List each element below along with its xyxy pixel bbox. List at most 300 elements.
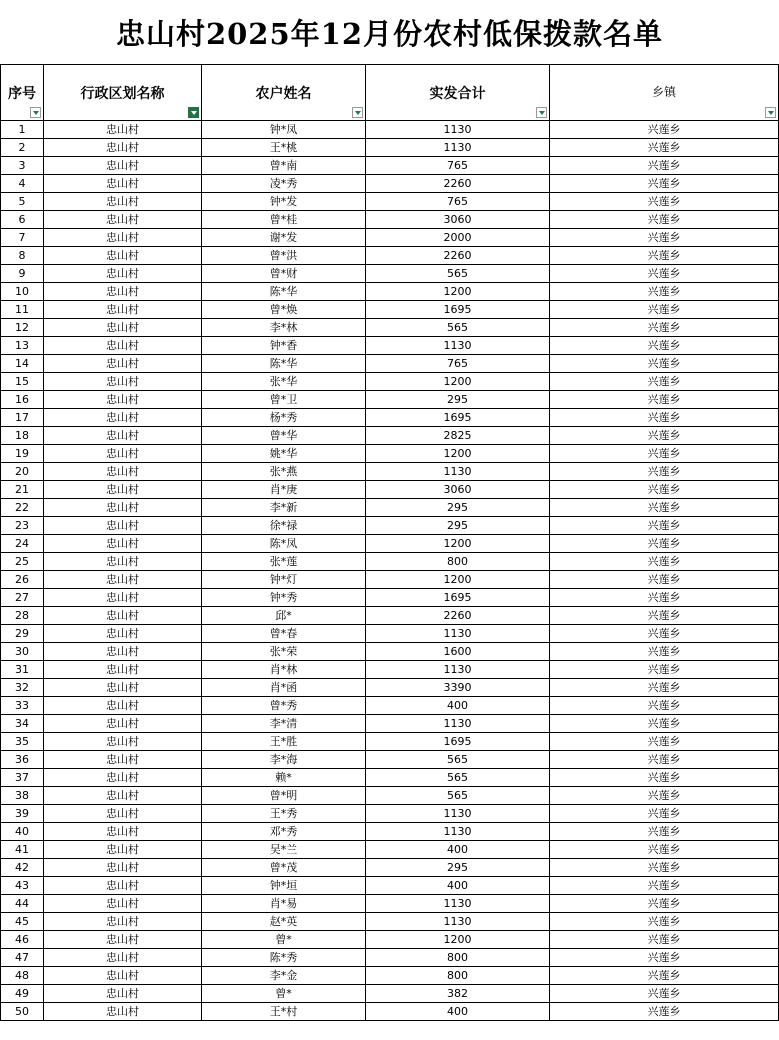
cell-name[interactable]: 钟*灯 [202,571,366,589]
cell-name[interactable]: 钟*发 [202,193,366,211]
cell-district[interactable]: 忠山村 [44,643,202,661]
cell-seq[interactable]: 38 [1,787,44,805]
cell-seq[interactable]: 48 [1,967,44,985]
cell-seq[interactable]: 7 [1,229,44,247]
table-row [1,571,779,589]
cell-name[interactable]: 李*林 [202,319,366,337]
cell-district[interactable]: 忠山村 [44,787,202,805]
table-body [1,121,779,1021]
cell-amount[interactable]: 1130 [366,625,550,643]
cell-district[interactable]: 忠山村 [44,427,202,445]
cell-name[interactable]: 赖* [202,769,366,787]
cell-town[interactable]: 兴莲乡 [550,157,779,175]
cell-seq[interactable]: 5 [1,193,44,211]
cell-district[interactable]: 忠山村 [44,913,202,931]
cell-town[interactable]: 兴莲乡 [550,427,779,445]
cell-seq[interactable]: 37 [1,769,44,787]
cell-name[interactable]: 曾*春 [202,625,366,643]
cell-district[interactable]: 忠山村 [44,445,202,463]
cell-town[interactable]: 兴莲乡 [550,463,779,481]
cell-amount[interactable]: 1130 [366,895,550,913]
cell-district[interactable]: 忠山村 [44,877,202,895]
cell-amount[interactable]: 1600 [366,643,550,661]
cell-district[interactable]: 忠山村 [44,553,202,571]
cell-seq[interactable]: 6 [1,211,44,229]
cell-district[interactable]: 忠山村 [44,751,202,769]
cell-amount[interactable]: 565 [366,265,550,283]
cell-amount[interactable]: 3390 [366,679,550,697]
cell-town[interactable]: 兴莲乡 [550,517,779,535]
cell-name[interactable]: 曾* [202,931,366,949]
cell-district[interactable]: 忠山村 [44,373,202,391]
cell-town[interactable]: 兴莲乡 [550,373,779,391]
cell-amount[interactable]: 382 [366,985,550,1003]
cell-amount[interactable]: 3060 [366,481,550,499]
cell-amount[interactable]: 1695 [366,301,550,319]
table-row [1,877,779,895]
header-town [550,65,779,121]
cell-seq[interactable]: 42 [1,859,44,877]
cell-town[interactable]: 兴莲乡 [550,229,779,247]
header-district-label: 行政区划名称 [80,86,165,102]
cell-name[interactable]: 钟*秀 [202,589,366,607]
table-row [1,643,779,661]
cell-seq[interactable]: 9 [1,265,44,283]
cell-district[interactable]: 忠山村 [44,175,202,193]
table-row [1,193,779,211]
cell-name[interactable]: 曾*南 [202,157,366,175]
cell-town[interactable]: 兴莲乡 [550,733,779,751]
cell-town[interactable]: 兴莲乡 [550,355,779,373]
cell-amount[interactable]: 565 [366,319,550,337]
table-row [1,427,779,445]
cell-amount[interactable]: 565 [366,769,550,787]
cell-district[interactable]: 忠山村 [44,193,202,211]
cell-name[interactable]: 凌*秀 [202,175,366,193]
table-row [1,229,779,247]
cell-name[interactable]: 陈*秀 [202,949,366,967]
cell-district[interactable]: 忠山村 [44,391,202,409]
cell-amount[interactable]: 1695 [366,409,550,427]
cell-seq[interactable]: 23 [1,517,44,535]
cell-town[interactable]: 兴莲乡 [550,247,779,265]
cell-amount[interactable]: 2000 [366,229,550,247]
cell-seq[interactable]: 43 [1,877,44,895]
cell-town[interactable]: 兴莲乡 [550,589,779,607]
cell-name[interactable]: 曾*卫 [202,391,366,409]
cell-district[interactable]: 忠山村 [44,931,202,949]
cell-amount[interactable]: 2260 [366,607,550,625]
cell-seq[interactable]: 28 [1,607,44,625]
cell-amount[interactable]: 295 [366,391,550,409]
cell-name[interactable]: 李*金 [202,967,366,985]
cell-district[interactable]: 忠山村 [44,697,202,715]
cell-district[interactable]: 忠山村 [44,841,202,859]
table-row [1,211,779,229]
cell-seq[interactable]: 4 [1,175,44,193]
cell-name[interactable]: 曾* [202,985,366,1003]
cell-town[interactable]: 兴莲乡 [550,193,779,211]
cell-name[interactable]: 王*胜 [202,733,366,751]
cell-name[interactable]: 张*华 [202,373,366,391]
cell-name[interactable]: 王*村 [202,1003,366,1021]
cell-name[interactable]: 曾*秀 [202,697,366,715]
cell-district[interactable]: 忠山村 [44,985,202,1003]
table-row [1,283,779,301]
cell-seq[interactable]: 29 [1,625,44,643]
cell-district[interactable]: 忠山村 [44,949,202,967]
cell-seq[interactable]: 26 [1,571,44,589]
cell-town[interactable]: 兴莲乡 [550,535,779,553]
cell-town[interactable]: 兴莲乡 [550,643,779,661]
cell-town[interactable]: 兴莲乡 [550,283,779,301]
page-title: 忠山村2025年12月份农村低保拨款名单 [115,16,664,51]
table-row [1,985,779,1003]
table-row [1,715,779,733]
cell-town[interactable]: 兴莲乡 [550,301,779,319]
cell-seq[interactable]: 19 [1,445,44,463]
cell-amount[interactable]: 1200 [366,535,550,553]
cell-amount[interactable]: 765 [366,193,550,211]
cell-district[interactable]: 忠山村 [44,967,202,985]
cell-name[interactable]: 张*燕 [202,463,366,481]
cell-district[interactable]: 忠山村 [44,571,202,589]
cell-seq[interactable]: 8 [1,247,44,265]
cell-amount[interactable]: 1200 [366,931,550,949]
cell-amount[interactable]: 800 [366,553,550,571]
cell-seq[interactable]: 10 [1,283,44,301]
cell-name[interactable]: 王*桃 [202,139,366,157]
cell-amount[interactable]: 1130 [366,121,550,139]
table-row [1,733,779,751]
cell-town[interactable]: 兴莲乡 [550,661,779,679]
cell-town[interactable]: 兴莲乡 [550,571,779,589]
table-row [1,121,779,139]
cell-name[interactable]: 赵*英 [202,913,366,931]
cell-name[interactable]: 王*秀 [202,805,366,823]
table-row [1,967,779,985]
header-row [1,65,779,121]
cell-seq[interactable]: 13 [1,337,44,355]
header-seq [1,65,44,121]
cell-town[interactable]: 兴莲乡 [550,949,779,967]
cell-amount[interactable]: 800 [366,949,550,967]
cell-name[interactable]: 李*清 [202,715,366,733]
cell-name[interactable]: 谢*发 [202,229,366,247]
cell-seq[interactable]: 15 [1,373,44,391]
cell-town[interactable]: 兴莲乡 [550,805,779,823]
cell-district[interactable]: 忠山村 [44,355,202,373]
header-name [202,65,366,121]
table-row [1,625,779,643]
cell-district[interactable]: 忠山村 [44,301,202,319]
cell-name[interactable]: 曾*财 [202,265,366,283]
cell-amount[interactable]: 400 [366,697,550,715]
cell-amount[interactable]: 1130 [366,823,550,841]
cell-district[interactable]: 忠山村 [44,859,202,877]
cell-seq[interactable]: 3 [1,157,44,175]
cell-seq[interactable]: 17 [1,409,44,427]
cell-town[interactable]: 兴莲乡 [550,931,779,949]
cell-amount[interactable]: 295 [366,517,550,535]
cell-seq[interactable]: 22 [1,499,44,517]
cell-name[interactable]: 曾*洪 [202,247,366,265]
cell-seq[interactable]: 18 [1,427,44,445]
cell-town[interactable]: 兴莲乡 [550,985,779,1003]
cell-amount[interactable]: 2825 [366,427,550,445]
cell-amount[interactable]: 295 [366,499,550,517]
cell-name[interactable]: 邱* [202,607,366,625]
cell-amount[interactable]: 1130 [366,337,550,355]
cell-amount[interactable]: 800 [366,967,550,985]
cell-town[interactable]: 兴莲乡 [550,481,779,499]
cell-amount[interactable]: 765 [366,157,550,175]
cell-amount[interactable]: 1130 [366,715,550,733]
cell-town[interactable]: 兴莲乡 [550,751,779,769]
table-row [1,445,779,463]
cell-town[interactable]: 兴莲乡 [550,553,779,571]
cell-seq[interactable]: 44 [1,895,44,913]
cell-district[interactable]: 忠山村 [44,535,202,553]
cell-district[interactable]: 忠山村 [44,157,202,175]
table-row [1,859,779,877]
cell-seq[interactable]: 27 [1,589,44,607]
cell-seq[interactable]: 41 [1,841,44,859]
cell-name[interactable]: 陈*凤 [202,535,366,553]
cell-seq[interactable]: 47 [1,949,44,967]
cell-seq[interactable]: 1 [1,121,44,139]
cell-amount[interactable]: 2260 [366,247,550,265]
cell-district[interactable]: 忠山村 [44,499,202,517]
cell-seq[interactable]: 35 [1,733,44,751]
cell-amount[interactable]: 565 [366,751,550,769]
cell-amount[interactable]: 3060 [366,211,550,229]
cell-seq[interactable]: 45 [1,913,44,931]
cell-name[interactable]: 张*荣 [202,643,366,661]
cell-district[interactable]: 忠山村 [44,481,202,499]
cell-seq[interactable]: 34 [1,715,44,733]
table-row [1,337,779,355]
cell-town[interactable]: 兴莲乡 [550,913,779,931]
cell-seq[interactable]: 11 [1,301,44,319]
cell-town[interactable]: 兴莲乡 [550,895,779,913]
cell-seq[interactable]: 49 [1,985,44,1003]
cell-amount[interactable]: 1200 [366,571,550,589]
active-filter-icon[interactable] [188,107,199,118]
cell-amount[interactable]: 1695 [366,733,550,751]
table-row [1,949,779,967]
cell-amount[interactable]: 1130 [366,805,550,823]
cell-name[interactable]: 肖*易 [202,895,366,913]
cell-name[interactable]: 曾*华 [202,427,366,445]
cell-seq[interactable]: 39 [1,805,44,823]
table-row [1,697,779,715]
cell-district[interactable]: 忠山村 [44,517,202,535]
cell-seq[interactable]: 36 [1,751,44,769]
cell-amount[interactable]: 565 [366,787,550,805]
cell-district[interactable]: 忠山村 [44,139,202,157]
cell-seq[interactable]: 46 [1,931,44,949]
cell-seq[interactable]: 50 [1,1003,44,1021]
cell-district[interactable]: 忠山村 [44,607,202,625]
cell-amount[interactable]: 400 [366,841,550,859]
cell-amount[interactable]: 400 [366,1003,550,1021]
cell-name[interactable]: 钟*凤 [202,121,366,139]
cell-name[interactable]: 张*莲 [202,553,366,571]
cell-seq[interactable]: 2 [1,139,44,157]
table-row [1,895,779,913]
cell-district[interactable]: 忠山村 [44,265,202,283]
cell-seq[interactable]: 21 [1,481,44,499]
table-row [1,841,779,859]
cell-district[interactable]: 忠山村 [44,805,202,823]
cell-town[interactable]: 兴莲乡 [550,769,779,787]
cell-seq[interactable]: 20 [1,463,44,481]
cell-seq[interactable]: 12 [1,319,44,337]
cell-town[interactable]: 兴莲乡 [550,139,779,157]
table-row [1,751,779,769]
header-district [44,65,202,121]
cell-name[interactable]: 邓*秀 [202,823,366,841]
cell-town[interactable]: 兴莲乡 [550,175,779,193]
allowance-table [0,64,779,1021]
cell-town[interactable]: 兴莲乡 [550,1003,779,1021]
filter-dropdown-icon[interactable] [30,107,41,118]
table-row [1,157,779,175]
cell-district[interactable]: 忠山村 [44,679,202,697]
cell-district[interactable]: 忠山村 [44,769,202,787]
cell-seq[interactable]: 24 [1,535,44,553]
cell-amount[interactable]: 1130 [366,661,550,679]
table-row [1,805,779,823]
cell-amount[interactable]: 400 [366,877,550,895]
cell-amount[interactable]: 2260 [366,175,550,193]
table-row [1,517,779,535]
cell-town[interactable]: 兴莲乡 [550,967,779,985]
cell-district[interactable]: 忠山村 [44,283,202,301]
cell-town[interactable]: 兴莲乡 [550,715,779,733]
cell-town[interactable]: 兴莲乡 [550,121,779,139]
table-row [1,679,779,697]
table-row [1,535,779,553]
cell-amount[interactable]: 1200 [366,445,550,463]
cell-seq[interactable]: 31 [1,661,44,679]
cell-amount[interactable]: 295 [366,859,550,877]
cell-town[interactable]: 兴莲乡 [550,607,779,625]
cell-district[interactable]: 忠山村 [44,337,202,355]
cell-seq[interactable]: 40 [1,823,44,841]
cell-town[interactable]: 兴莲乡 [550,625,779,643]
cell-town[interactable]: 兴莲乡 [550,337,779,355]
cell-amount[interactable]: 1130 [366,139,550,157]
cell-name[interactable]: 曾*茂 [202,859,366,877]
cell-name[interactable]: 李*新 [202,499,366,517]
cell-name[interactable]: 曾*桂 [202,211,366,229]
table-row [1,787,779,805]
cell-district[interactable]: 忠山村 [44,211,202,229]
table-row [1,913,779,931]
cell-district[interactable]: 忠山村 [44,823,202,841]
cell-seq[interactable]: 30 [1,643,44,661]
cell-town[interactable]: 兴莲乡 [550,265,779,283]
cell-amount[interactable]: 765 [366,355,550,373]
cell-name[interactable]: 肖*函 [202,679,366,697]
cell-district[interactable]: 忠山村 [44,409,202,427]
cell-town[interactable]: 兴莲乡 [550,409,779,427]
table-row [1,661,779,679]
cell-name[interactable]: 李*海 [202,751,366,769]
cell-town[interactable]: 兴莲乡 [550,697,779,715]
cell-name[interactable]: 钟*垣 [202,877,366,895]
table-row [1,589,779,607]
cell-district[interactable]: 忠山村 [44,121,202,139]
cell-district[interactable]: 忠山村 [44,589,202,607]
cell-name[interactable]: 姚*华 [202,445,366,463]
table-row [1,481,779,499]
cell-district[interactable]: 忠山村 [44,247,202,265]
cell-name[interactable]: 肖*庚 [202,481,366,499]
cell-town[interactable]: 兴莲乡 [550,787,779,805]
cell-district[interactable]: 忠山村 [44,733,202,751]
cell-district[interactable]: 忠山村 [44,895,202,913]
cell-name[interactable]: 肖*林 [202,661,366,679]
cell-seq[interactable]: 33 [1,697,44,715]
table-row [1,499,779,517]
cell-town[interactable]: 兴莲乡 [550,499,779,517]
cell-district[interactable]: 忠山村 [44,319,202,337]
cell-seq[interactable]: 14 [1,355,44,373]
table-row [1,175,779,193]
cell-seq[interactable]: 25 [1,553,44,571]
cell-seq[interactable]: 32 [1,679,44,697]
filter-dropdown-icon[interactable] [352,107,363,118]
table-row [1,769,779,787]
cell-district[interactable]: 忠山村 [44,1003,202,1021]
filter-dropdown-icon[interactable] [536,107,547,118]
cell-town[interactable]: 兴莲乡 [550,877,779,895]
cell-district[interactable]: 忠山村 [44,463,202,481]
cell-name[interactable]: 曾*明 [202,787,366,805]
cell-seq[interactable]: 16 [1,391,44,409]
cell-name[interactable]: 钟*香 [202,337,366,355]
cell-amount[interactable]: 1130 [366,913,550,931]
cell-town[interactable]: 兴莲乡 [550,859,779,877]
cell-district[interactable]: 忠山村 [44,715,202,733]
cell-amount[interactable]: 1200 [366,283,550,301]
cell-name[interactable]: 陈*华 [202,355,366,373]
cell-name[interactable]: 杨*秀 [202,409,366,427]
filter-dropdown-icon[interactable] [765,107,776,118]
cell-amount[interactable]: 1130 [366,463,550,481]
cell-town[interactable]: 兴莲乡 [550,679,779,697]
cell-district[interactable]: 忠山村 [44,661,202,679]
cell-town[interactable]: 兴莲乡 [550,319,779,337]
table-row [1,139,779,157]
cell-district[interactable]: 忠山村 [44,625,202,643]
cell-town[interactable]: 兴莲乡 [550,211,779,229]
cell-district[interactable]: 忠山村 [44,229,202,247]
cell-name[interactable]: 徐*禄 [202,517,366,535]
cell-town[interactable]: 兴莲乡 [550,445,779,463]
cell-amount[interactable]: 1200 [366,373,550,391]
cell-town[interactable]: 兴莲乡 [550,823,779,841]
cell-amount[interactable]: 1695 [366,589,550,607]
cell-town[interactable]: 兴莲乡 [550,841,779,859]
cell-name[interactable]: 陈*华 [202,283,366,301]
cell-town[interactable]: 兴莲乡 [550,391,779,409]
cell-name[interactable]: 吴*兰 [202,841,366,859]
cell-name[interactable]: 曾*焕 [202,301,366,319]
